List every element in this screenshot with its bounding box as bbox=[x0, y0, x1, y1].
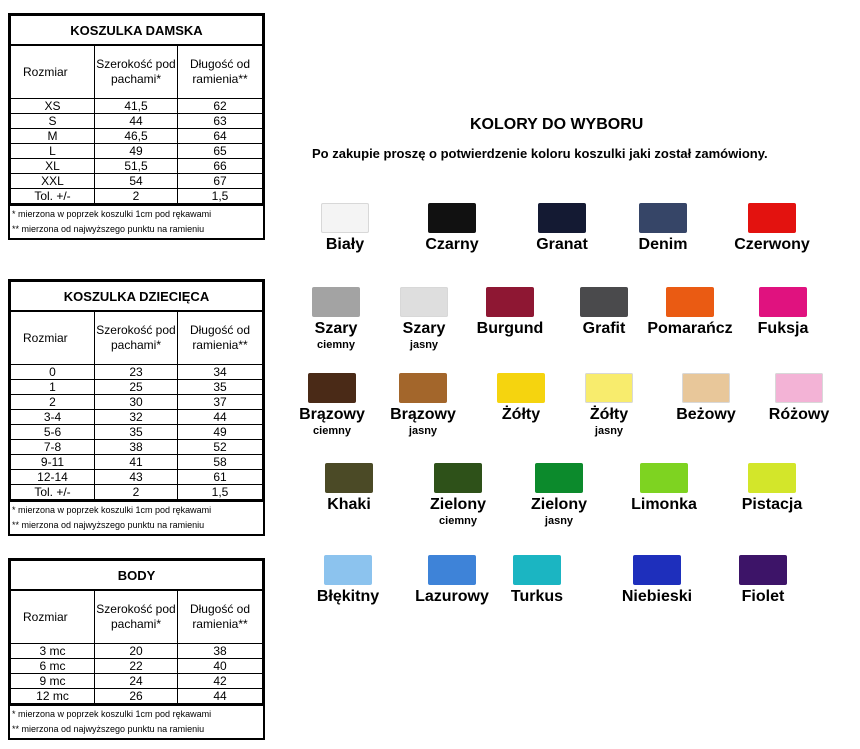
cell-width: 30 bbox=[95, 395, 178, 410]
color-swatch bbox=[321, 203, 369, 233]
color-swatch bbox=[312, 287, 360, 317]
header-width: Szerokość pod pachami* bbox=[95, 590, 178, 644]
color-name: Biały bbox=[325, 236, 365, 253]
cell-length: 63 bbox=[178, 114, 263, 129]
note-width: * mierzona w poprzek koszulki 1cm pod rękawami bbox=[12, 209, 212, 219]
color-name: Czarny bbox=[425, 236, 479, 253]
cell-length: 52 bbox=[178, 440, 263, 455]
color-name: Fuksja bbox=[757, 320, 809, 337]
table-row bbox=[11, 365, 263, 380]
color-name: Fiolet bbox=[741, 588, 785, 605]
color-name: Pomarańcz bbox=[647, 320, 733, 337]
cell-size: 3-4 bbox=[11, 410, 95, 425]
note-length: ** mierzona od najwyższego punktu na ramieniu bbox=[12, 520, 205, 530]
cell-length: 35 bbox=[178, 380, 263, 395]
cell-width: 44 bbox=[95, 114, 178, 129]
table-title: KOSZULKA DAMSKA bbox=[11, 16, 263, 46]
table-row bbox=[11, 395, 263, 410]
color-swatch bbox=[666, 287, 714, 317]
header-size: Rozmiar bbox=[11, 311, 95, 365]
color-option bbox=[289, 463, 409, 514]
table-row bbox=[11, 644, 263, 659]
color-option bbox=[285, 203, 405, 254]
cell-width: 20 bbox=[95, 644, 178, 659]
color-option bbox=[712, 463, 832, 514]
color-name: Grafit bbox=[582, 320, 626, 337]
cell-size: M bbox=[11, 129, 95, 144]
cell-width: 2 bbox=[95, 485, 178, 500]
table-row bbox=[11, 129, 263, 144]
note-width: * mierzona w poprzek koszulki 1cm pod rękawami bbox=[12, 505, 212, 515]
table-notes bbox=[10, 500, 263, 534]
color-name: Lazurowy bbox=[415, 588, 489, 605]
color-option bbox=[739, 373, 859, 424]
color-variant: ciemny bbox=[317, 339, 355, 351]
header-length: Długość od ramienia** bbox=[178, 590, 263, 644]
color-name: Burgund bbox=[476, 320, 544, 337]
size-table bbox=[10, 560, 263, 704]
color-name: Brązowy bbox=[390, 406, 456, 423]
color-name: Żółty bbox=[501, 406, 541, 423]
color-swatch bbox=[428, 555, 476, 585]
table-row bbox=[11, 174, 263, 189]
cell-size: 3 mc bbox=[11, 644, 95, 659]
cell-size: 7-8 bbox=[11, 440, 95, 455]
color-name: Beżowy bbox=[676, 406, 736, 423]
table-row bbox=[11, 159, 263, 174]
color-swatch bbox=[748, 203, 796, 233]
cell-length: 34 bbox=[178, 365, 263, 380]
colors-heading: KOLORY DO WYBORU bbox=[470, 116, 644, 133]
color-name: Szary bbox=[402, 320, 446, 337]
color-name: Niebieski bbox=[621, 588, 693, 605]
color-swatch bbox=[682, 373, 730, 403]
color-variant: ciemny bbox=[313, 425, 351, 437]
color-option bbox=[597, 555, 717, 606]
cell-size: XL bbox=[11, 159, 95, 174]
cell-length: 58 bbox=[178, 455, 263, 470]
color-name: Czerwony bbox=[734, 236, 810, 253]
table-row bbox=[11, 455, 263, 470]
color-variant: ciemny bbox=[439, 515, 477, 527]
cell-length: 62 bbox=[178, 99, 263, 114]
cell-width: 38 bbox=[95, 440, 178, 455]
header-length: Długość od ramienia** bbox=[178, 311, 263, 365]
cell-size: 2 bbox=[11, 395, 95, 410]
cell-width: 54 bbox=[95, 174, 178, 189]
color-swatch bbox=[538, 203, 586, 233]
cell-length: 64 bbox=[178, 129, 263, 144]
cell-width: 41,5 bbox=[95, 99, 178, 114]
table-row bbox=[11, 380, 263, 395]
cell-length: 42 bbox=[178, 674, 263, 689]
color-swatch bbox=[399, 373, 447, 403]
cell-length: 1,5 bbox=[178, 189, 263, 204]
cell-size: 5-6 bbox=[11, 425, 95, 440]
cell-size: 0 bbox=[11, 365, 95, 380]
color-swatch bbox=[580, 287, 628, 317]
note-width: * mierzona w poprzek koszulki 1cm pod rękawami bbox=[12, 709, 212, 719]
cell-length: 67 bbox=[178, 174, 263, 189]
cell-width: 51,5 bbox=[95, 159, 178, 174]
color-name: Różowy bbox=[768, 406, 830, 423]
color-name: Denim bbox=[638, 236, 688, 253]
cell-size: Tol. +/- bbox=[11, 485, 95, 500]
cell-width: 49 bbox=[95, 144, 178, 159]
color-swatch bbox=[585, 373, 633, 403]
cell-size: 9-11 bbox=[11, 455, 95, 470]
color-variant: jasny bbox=[409, 339, 439, 351]
note-length: ** mierzona od najwyższego punktu na ramieniu bbox=[12, 724, 205, 734]
color-name: Błękitny bbox=[316, 588, 380, 605]
table-row bbox=[11, 440, 263, 455]
cell-size: XS bbox=[11, 99, 95, 114]
cell-width: 46,5 bbox=[95, 129, 178, 144]
cell-width: 41 bbox=[95, 455, 178, 470]
header-size: Rozmiar bbox=[11, 590, 95, 644]
cell-width: 23 bbox=[95, 365, 178, 380]
size-table-kids bbox=[8, 279, 265, 536]
color-option bbox=[603, 203, 723, 254]
color-swatch bbox=[434, 463, 482, 493]
color-option bbox=[477, 555, 597, 606]
cell-length: 61 bbox=[178, 470, 263, 485]
note-length: ** mierzona od najwyższego punktu na ramieniu bbox=[12, 224, 205, 234]
table-row bbox=[11, 470, 263, 485]
color-option bbox=[604, 463, 724, 514]
table-notes bbox=[10, 204, 263, 238]
table-row bbox=[11, 485, 263, 500]
header-width: Szerokość pod pachami* bbox=[95, 45, 178, 99]
table-row bbox=[11, 144, 263, 159]
color-swatch bbox=[640, 463, 688, 493]
cell-width: 43 bbox=[95, 470, 178, 485]
cell-size: S bbox=[11, 114, 95, 129]
color-swatch bbox=[633, 555, 681, 585]
cell-size: 12 mc bbox=[11, 689, 95, 704]
cell-size: 12-14 bbox=[11, 470, 95, 485]
size-table bbox=[10, 15, 263, 204]
cell-width: 25 bbox=[95, 380, 178, 395]
colors-subheading: Po zakupie proszę o potwierdzenie koloru koszulki jaki został zamówiony. bbox=[312, 146, 768, 161]
cell-length: 1,5 bbox=[178, 485, 263, 500]
color-swatch bbox=[513, 555, 561, 585]
color-variant: jasny bbox=[594, 425, 624, 437]
table-row bbox=[11, 189, 263, 204]
color-name: Granat bbox=[536, 236, 588, 253]
cell-width: 35 bbox=[95, 425, 178, 440]
color-option bbox=[703, 555, 823, 606]
cell-width: 24 bbox=[95, 674, 178, 689]
color-name: Brązowy bbox=[299, 406, 365, 423]
table-row bbox=[11, 99, 263, 114]
cell-length: 44 bbox=[178, 410, 263, 425]
header-width: Szerokość pod pachami* bbox=[95, 311, 178, 365]
header-length: Długość od ramienia** bbox=[178, 45, 263, 99]
color-name: Zielony bbox=[429, 496, 486, 513]
table-row bbox=[11, 689, 263, 704]
cell-length: 65 bbox=[178, 144, 263, 159]
size-table-body bbox=[8, 558, 265, 740]
cell-length: 49 bbox=[178, 425, 263, 440]
color-option bbox=[392, 203, 512, 254]
color-swatch bbox=[486, 287, 534, 317]
cell-width: 26 bbox=[95, 689, 178, 704]
color-name: Khaki bbox=[327, 496, 371, 513]
cell-size: L bbox=[11, 144, 95, 159]
color-variant: jasny bbox=[544, 515, 574, 527]
header-size: Rozmiar bbox=[11, 45, 95, 99]
color-swatch bbox=[535, 463, 583, 493]
color-option bbox=[723, 287, 843, 338]
cell-length: 66 bbox=[178, 159, 263, 174]
color-swatch bbox=[308, 373, 356, 403]
color-name: Pistacja bbox=[741, 496, 803, 513]
color-swatch bbox=[325, 463, 373, 493]
color-name: Szary bbox=[314, 320, 358, 337]
cell-size: XXL bbox=[11, 174, 95, 189]
color-swatch bbox=[400, 287, 448, 317]
color-name: Limonka bbox=[631, 496, 697, 513]
color-name: Żółty bbox=[589, 406, 629, 423]
color-swatch bbox=[739, 555, 787, 585]
color-swatch bbox=[428, 203, 476, 233]
table-row bbox=[11, 659, 263, 674]
size-table bbox=[10, 281, 263, 500]
cell-length: 37 bbox=[178, 395, 263, 410]
color-swatch bbox=[748, 463, 796, 493]
color-name: Zielony bbox=[530, 496, 587, 513]
table-row bbox=[11, 425, 263, 440]
color-swatch bbox=[639, 203, 687, 233]
color-swatch bbox=[324, 555, 372, 585]
color-variant: jasny bbox=[408, 425, 438, 437]
color-option bbox=[499, 463, 619, 527]
cell-length: 44 bbox=[178, 689, 263, 704]
cell-length: 40 bbox=[178, 659, 263, 674]
color-option bbox=[288, 555, 408, 606]
size-table-women bbox=[8, 13, 265, 240]
color-swatch bbox=[497, 373, 545, 403]
cell-size: 6 mc bbox=[11, 659, 95, 674]
table-row bbox=[11, 674, 263, 689]
color-swatch bbox=[775, 373, 823, 403]
table-title: KOSZULKA DZIECIĘCA bbox=[11, 282, 263, 312]
cell-width: 32 bbox=[95, 410, 178, 425]
color-option bbox=[712, 203, 832, 254]
table-notes bbox=[10, 704, 263, 738]
cell-size: Tol. +/- bbox=[11, 189, 95, 204]
table-title: BODY bbox=[11, 561, 263, 591]
cell-size: 1 bbox=[11, 380, 95, 395]
cell-width: 2 bbox=[95, 189, 178, 204]
color-swatch bbox=[759, 287, 807, 317]
table-row bbox=[11, 114, 263, 129]
cell-width: 22 bbox=[95, 659, 178, 674]
cell-length: 38 bbox=[178, 644, 263, 659]
table-row bbox=[11, 410, 263, 425]
color-name: Turkus bbox=[510, 588, 564, 605]
cell-size: 9 mc bbox=[11, 674, 95, 689]
